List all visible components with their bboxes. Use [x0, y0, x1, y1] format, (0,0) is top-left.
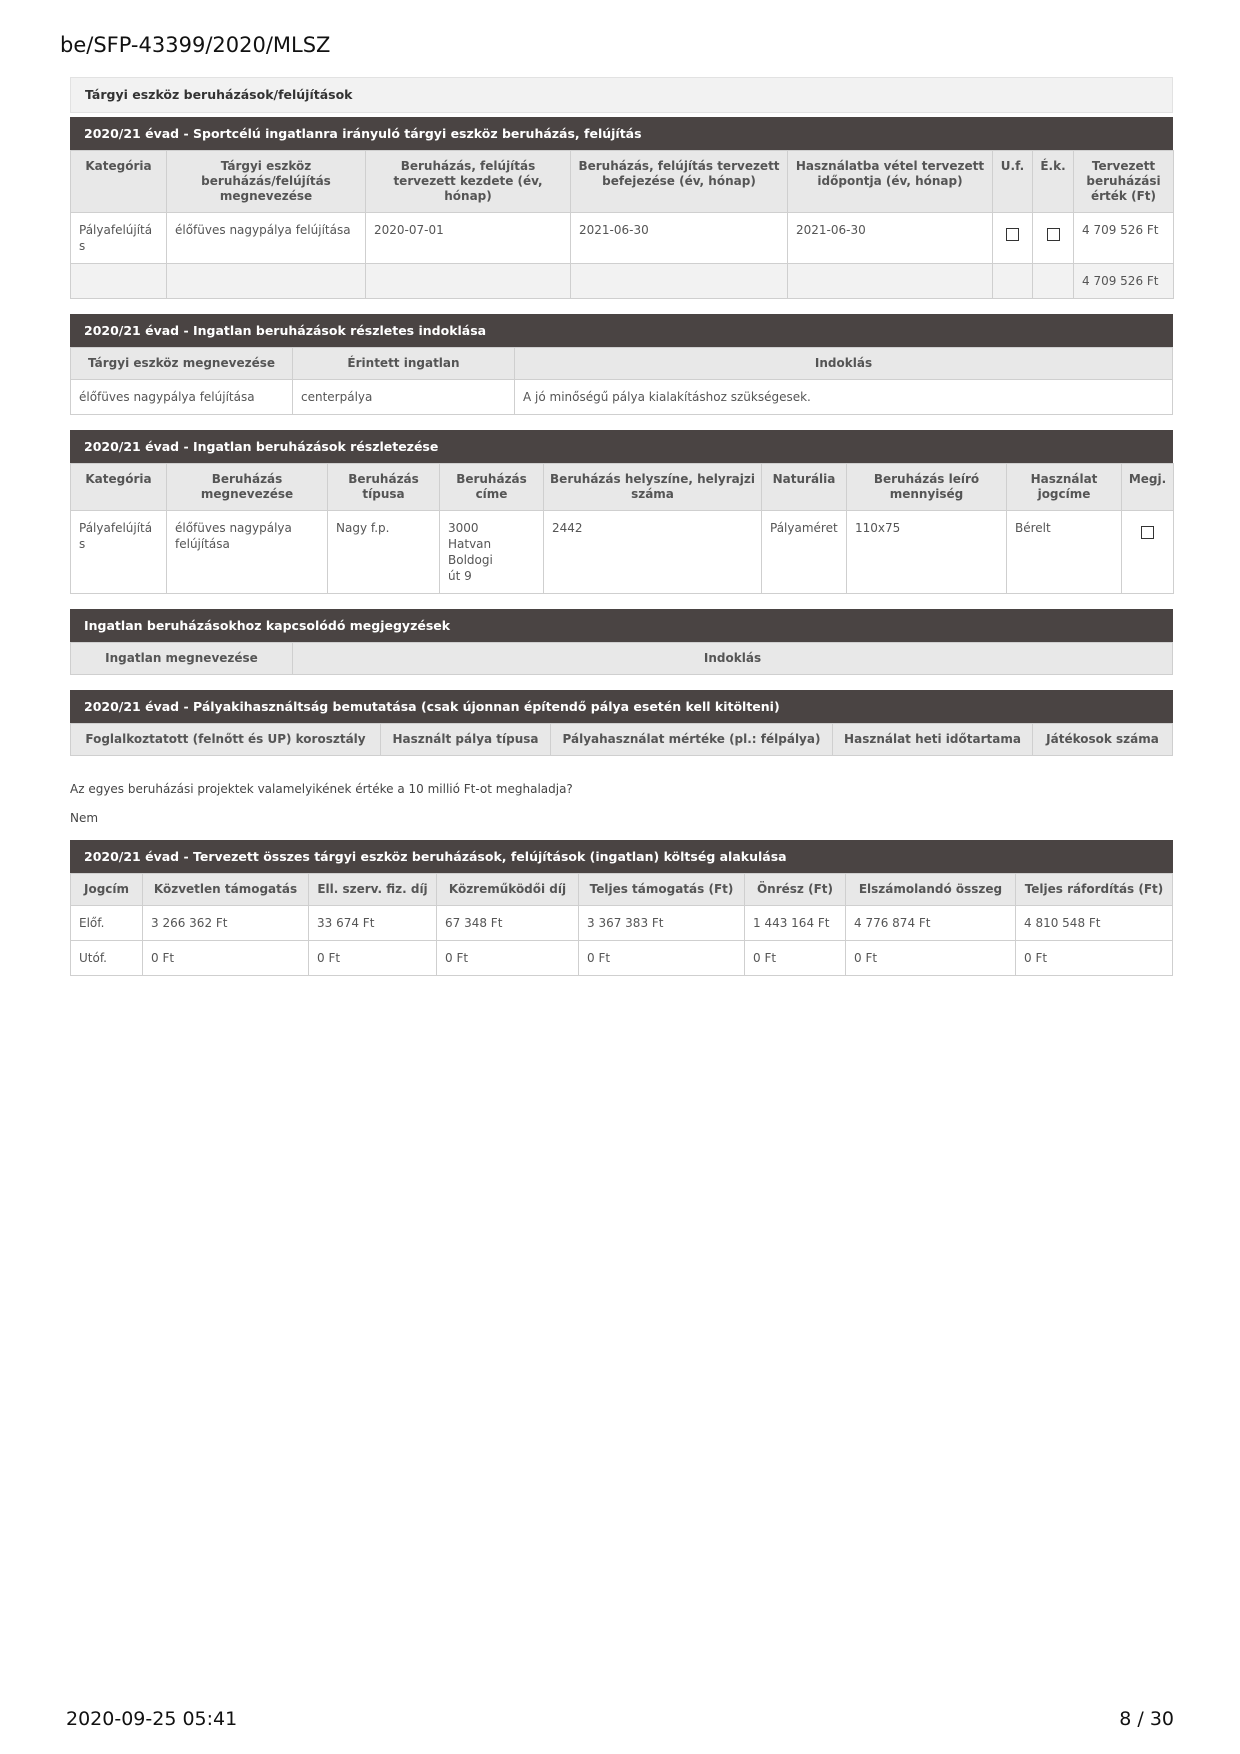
- cell-empty: [1033, 264, 1074, 299]
- cell-property: centerpálya: [293, 380, 515, 415]
- cell-ek: [1033, 213, 1074, 264]
- cell-control-fee: 33 674 Ft: [309, 906, 437, 941]
- section-header: 2020/21 évad - Sportcélú ingatlanra irányuló tárgyi eszköz beruházás, felújítás: [70, 117, 1173, 150]
- question-text: Az egyes beruházási projektek valamelyikének értéke a 10 millió Ft-ot meghaladja?: [70, 782, 573, 796]
- col-header: Ingatlan megnevezése: [71, 643, 293, 675]
- note-checkbox[interactable]: [1141, 526, 1154, 539]
- table-row: [71, 511, 1174, 594]
- col-header: Beruházás, felújítás tervezett befejezése (év, hónap): [571, 151, 788, 213]
- section-cost-summary: [70, 840, 1173, 976]
- cell-note: [1122, 511, 1174, 594]
- page-number: 8 / 30: [1119, 1708, 1174, 1730]
- cell-reason: A jó minőségű pálya kialakításhoz szükségesek.: [515, 380, 1173, 415]
- utilization-table: [70, 723, 1173, 756]
- cell-usage-date: 2021-06-30: [788, 213, 993, 264]
- cell-asset-name: élőfüves nagypálya felújítása: [167, 213, 366, 264]
- col-header: U.f.: [993, 151, 1033, 213]
- col-header: Beruházás leíró mennyiség: [847, 464, 1007, 511]
- table-header-row: [71, 724, 1173, 756]
- cell-contributor-fee: 0 Ft: [437, 941, 579, 976]
- document-id: be/SFP-43399/2020/MLSZ: [60, 33, 331, 57]
- cell-contributor-fee: 67 348 Ft: [437, 906, 579, 941]
- cell-investment-type: Nagy f.p.: [328, 511, 440, 594]
- col-header: Naturália: [762, 464, 847, 511]
- col-header: Játékosok száma: [1033, 724, 1173, 756]
- table-row: [71, 906, 1173, 941]
- cell-location: 2442: [544, 511, 762, 594]
- cell-empty: [993, 264, 1033, 299]
- block-title: Tárgyi eszköz beruházások/felújítások: [70, 77, 1173, 113]
- ek-checkbox[interactable]: [1047, 228, 1060, 241]
- col-header: Beruházás típusa: [328, 464, 440, 511]
- footer-timestamp: 2020-09-25 05:41: [66, 1708, 238, 1730]
- cell-direct-support: 0 Ft: [143, 941, 309, 976]
- table-row: [71, 380, 1173, 415]
- cell-category: Pályafelújítás: [71, 511, 167, 594]
- col-header: Tervezett beruházási érték (Ft): [1074, 151, 1174, 213]
- cell-asset-name: élőfüves nagypálya felújítása: [71, 380, 293, 415]
- cell-empty: [788, 264, 993, 299]
- col-header: É.k.: [1033, 151, 1074, 213]
- cell-uf: [993, 213, 1033, 264]
- col-header: Elszámolandó összeg: [846, 874, 1016, 906]
- col-header: Pályahasználat mértéke (pl.: félpálya): [551, 724, 833, 756]
- col-header: Megj.: [1122, 464, 1174, 511]
- section-header: Ingatlan beruházásokhoz kapcsolódó megjegyzések: [70, 609, 1173, 642]
- section-header: 2020/21 évad - Ingatlan beruházások részletezése: [70, 430, 1173, 463]
- cell-address: 3000 Hatvan Boldogi út 9: [440, 511, 544, 594]
- section-header: 2020/21 évad - Pályakihasználtság bemutatása (csak újonnan építendő pálya esetén kell kitölteni): [70, 690, 1173, 723]
- col-header: Beruházás megnevezése: [167, 464, 328, 511]
- cell-accountable: 4 776 874 Ft: [846, 906, 1016, 941]
- details-table: [70, 463, 1174, 594]
- col-header: Használatba vétel tervezett időpontja (év, hónap): [788, 151, 993, 213]
- col-header: Beruházás helyszíne, helyrajzi száma: [544, 464, 762, 511]
- cell-total-expense: 4 810 548 Ft: [1016, 906, 1173, 941]
- col-header: Beruházás, felújítás tervezett kezdete (év, hónap): [366, 151, 571, 213]
- table-header-row: [71, 151, 1174, 213]
- cell-own-share: 1 443 164 Ft: [745, 906, 846, 941]
- col-header: Ell. szerv. fiz. díj: [309, 874, 437, 906]
- question-answer: Nem: [70, 811, 99, 825]
- col-header: Tárgyi eszköz megnevezése: [71, 348, 293, 380]
- table-header-row: [71, 874, 1173, 906]
- col-header: Beruházás címe: [440, 464, 544, 511]
- cell-total-support: 0 Ft: [579, 941, 745, 976]
- cost-table: [70, 873, 1173, 976]
- col-header: Foglalkoztatott (felnőtt és UP) korosztály: [71, 724, 381, 756]
- col-header: Kategória: [71, 151, 167, 213]
- col-header: Tárgyi eszköz beruházás/felújítás megnevezése: [167, 151, 366, 213]
- col-header: Közreműködői díj: [437, 874, 579, 906]
- cell-control-fee: 0 Ft: [309, 941, 437, 976]
- cell-category: Pályafelújítás: [71, 213, 167, 264]
- cell-total: 4 709 526 Ft: [1074, 264, 1174, 299]
- col-header: Érintett ingatlan: [293, 348, 515, 380]
- section-sport-investment: [70, 117, 1173, 299]
- cell-total-support: 3 367 383 Ft: [579, 906, 745, 941]
- col-header: Használt pálya típusa: [381, 724, 551, 756]
- cell-own-share: 0 Ft: [745, 941, 846, 976]
- col-header: Teljes támogatás (Ft): [579, 874, 745, 906]
- page-content: [70, 77, 1173, 991]
- justification-table: [70, 347, 1173, 415]
- section-header: 2020/21 évad - Tervezett összes tárgyi eszköz beruházások, felújítások (ingatlan) költség alakulása: [70, 840, 1173, 873]
- table-row: [71, 941, 1173, 976]
- col-header: Kategória: [71, 464, 167, 511]
- investment-table: [70, 150, 1174, 299]
- cell-quantity: 110x75: [847, 511, 1007, 594]
- section-utilization: [70, 690, 1173, 756]
- col-header: Önrész (Ft): [745, 874, 846, 906]
- cell-value: 4 709 526 Ft: [1074, 213, 1174, 264]
- table-row: [71, 213, 1174, 264]
- col-header: Közvetlen támogatás: [143, 874, 309, 906]
- cell-empty: [167, 264, 366, 299]
- section-details: [70, 430, 1173, 594]
- cell-empty: [571, 264, 788, 299]
- col-header: Indoklás: [515, 348, 1173, 380]
- cell-jogcim: Előf.: [71, 906, 143, 941]
- col-header: Indoklás: [293, 643, 1173, 675]
- table-total-row: [71, 264, 1174, 299]
- table-header-row: [71, 464, 1174, 511]
- cell-jogcim: Utóf.: [71, 941, 143, 976]
- section-remarks: [70, 609, 1173, 675]
- section-header: 2020/21 évad - Ingatlan beruházások részletes indoklása: [70, 314, 1173, 347]
- table-header-row: [71, 348, 1173, 380]
- uf-checkbox[interactable]: [1006, 228, 1019, 241]
- cell-accountable: 0 Ft: [846, 941, 1016, 976]
- cell-investment-name: élőfüves nagypálya felújítása: [167, 511, 328, 594]
- remarks-table: [70, 642, 1173, 675]
- cell-end: 2021-06-30: [571, 213, 788, 264]
- col-header: Teljes ráfordítás (Ft): [1016, 874, 1173, 906]
- col-header: Jogcím: [71, 874, 143, 906]
- cell-direct-support: 3 266 362 Ft: [143, 906, 309, 941]
- cell-empty: [71, 264, 167, 299]
- cell-naturalia: Pályaméret: [762, 511, 847, 594]
- table-header-row: [71, 643, 1173, 675]
- section-justification: [70, 314, 1173, 415]
- cell-usage-title: Bérelt: [1007, 511, 1122, 594]
- col-header: Használat jogcíme: [1007, 464, 1122, 511]
- col-header: Használat heti időtartama: [833, 724, 1033, 756]
- cell-total-expense: 0 Ft: [1016, 941, 1173, 976]
- cell-start: 2020-07-01: [366, 213, 571, 264]
- cell-empty: [366, 264, 571, 299]
